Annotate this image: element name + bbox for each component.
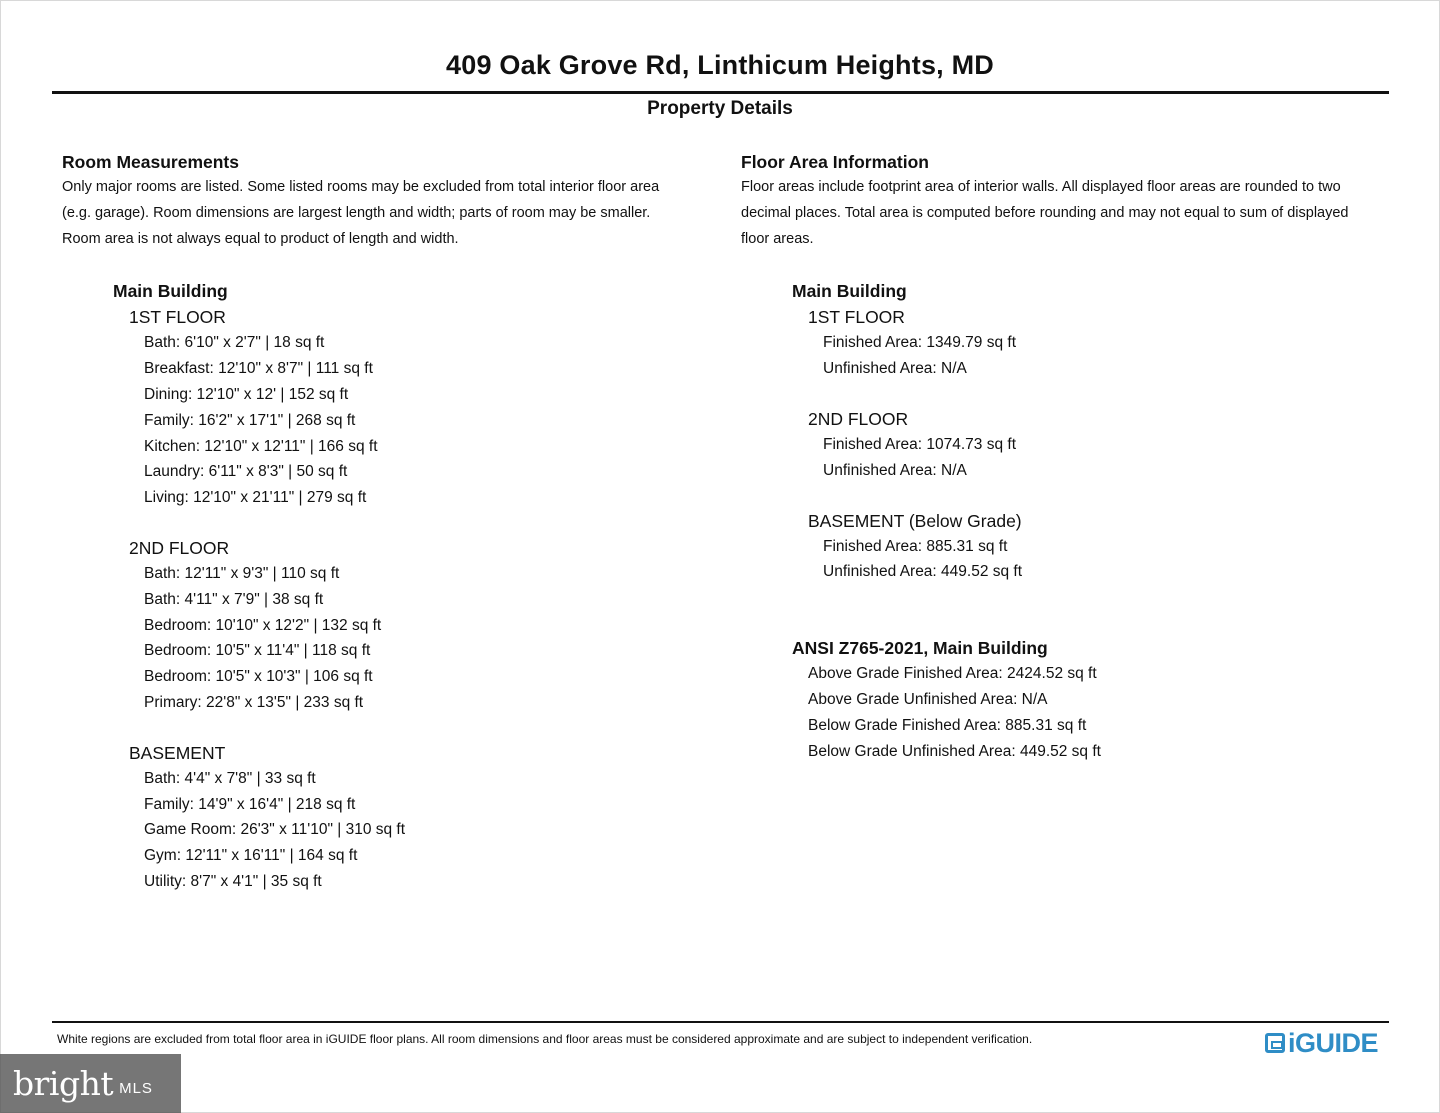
room-item: Bath: 4'11" x 7'9" | 38 sq ft (144, 590, 324, 608)
building-heading: Main Building (792, 281, 907, 302)
area-item: Unfinished Area: 449.52 sq ft (823, 563, 1023, 581)
bright-wordmark: bright (13, 1064, 114, 1103)
room-item: Game Room: 26'3" x 11'10" | 310 sq ft (144, 821, 406, 839)
description-line: (e.g. garage). Room dimensions are largest length and width; parts of room may be smaller. (62, 204, 651, 221)
title-divider (52, 91, 1389, 94)
building-heading: Main Building (113, 281, 228, 302)
description-line: decimal places. Total area is computed before rounding and may not equal to sum of displayed (741, 204, 1349, 221)
room-item: Bath: 12'11" x 9'3" | 110 sq ft (144, 564, 340, 582)
floor-heading: 1ST FLOOR (129, 307, 226, 328)
room-item: Laundry: 6'11" x 8'3" | 50 sq ft (144, 463, 348, 481)
room-item: Bedroom: 10'5" x 10'3" | 106 sq ft (144, 668, 373, 686)
room-item: Utility: 8'7" x 4'1" | 35 sq ft (144, 872, 322, 890)
mls-wordmark: MLS (119, 1080, 153, 1097)
floor-area-heading: Floor Area Information (741, 152, 929, 172)
room-measurements-section (62, 150, 712, 895)
floor-area-description (741, 175, 1401, 252)
room-item: Gym: 12'11" x 16'11" | 164 sq ft (144, 847, 358, 865)
room-item: Primary: 22'8" x 13'5" | 233 sq ft (144, 693, 364, 711)
room-item: Kitchen: 12'10" x 12'11" | 166 sq ft (144, 437, 378, 455)
room-item: Bedroom: 10'5" x 11'4" | 118 sq ft (144, 642, 371, 660)
bright-mls-watermark (0, 1054, 181, 1113)
floor-area-section (741, 150, 1401, 764)
room-item: Bath: 6'10" x 2'7" | 18 sq ft (144, 334, 325, 352)
room-measurements-description (62, 175, 712, 252)
room-item: Family: 14'9" x 16'4" | 218 sq ft (144, 795, 356, 813)
iguide-logo-text: iGUIDE (1288, 1027, 1379, 1058)
room-item: Dining: 12'10" x 12' | 152 sq ft (144, 385, 349, 403)
ansi-item: Below Grade Unfinished Area: 449.52 sq ft (808, 742, 1101, 760)
floor-heading: 1ST FLOOR (808, 307, 905, 328)
floor-heading: 2ND FLOOR (808, 408, 909, 429)
room-item: Breakfast: 12'10" x 8'7" | 111 sq ft (144, 360, 373, 378)
area-item: Unfinished Area: N/A (823, 461, 967, 479)
description-line: floor areas. (741, 230, 814, 247)
description-line: Only major rooms are listed. Some listed rooms may be excluded from total interior floor area (62, 179, 660, 195)
footer-disclaimer: White regions are excluded from total floor area in iGUIDE floor plans. All room dimensions and floor areas must be considered approximate and are subject to independent verification. (57, 1032, 1033, 1046)
area-item: Finished Area: 1349.79 sq ft (823, 334, 1017, 352)
room-item: Bedroom: 10'10" x 12'2" | 132 sq ft (144, 616, 382, 634)
ansi-item: Above Grade Finished Area: 2424.52 sq ft (808, 665, 1097, 683)
page-title: 409 Oak Grove Rd, Linthicum Heights, MD (446, 50, 994, 80)
description-line: Floor areas include footprint area of interior walls. All displayed floor areas are rounded to two (741, 179, 1341, 195)
ansi-heading: ANSI Z765-2021, Main Building (792, 638, 1048, 659)
floor-heading: BASEMENT (129, 742, 226, 763)
page-subtitle: Property Details (647, 98, 793, 119)
room-item: Living: 12'10" x 21'11" | 279 sq ft (144, 489, 367, 507)
room-item: Bath: 4'4" x 7'8" | 33 sq ft (144, 769, 316, 787)
room-item: Family: 16'2" x 17'1" | 268 sq ft (144, 411, 356, 429)
description-line: Room area is not always equal to product of length and width. (62, 230, 459, 247)
area-item: Unfinished Area: N/A (823, 360, 967, 378)
iguide-logo-icon (1265, 1033, 1285, 1053)
ansi-item: Below Grade Finished Area: 885.31 sq ft (808, 716, 1087, 734)
ansi-item: Above Grade Unfinished Area: N/A (808, 690, 1048, 708)
room-measurements-heading: Room Measurements (62, 152, 239, 172)
iguide-logo (1265, 1028, 1378, 1058)
area-item: Finished Area: 1074.73 sq ft (823, 435, 1017, 453)
area-item: Finished Area: 885.31 sq ft (823, 537, 1008, 555)
floor-heading: BASEMENT (Below Grade) (808, 510, 1022, 531)
floor-heading: 2ND FLOOR (129, 537, 230, 558)
footer-divider (52, 1021, 1389, 1023)
